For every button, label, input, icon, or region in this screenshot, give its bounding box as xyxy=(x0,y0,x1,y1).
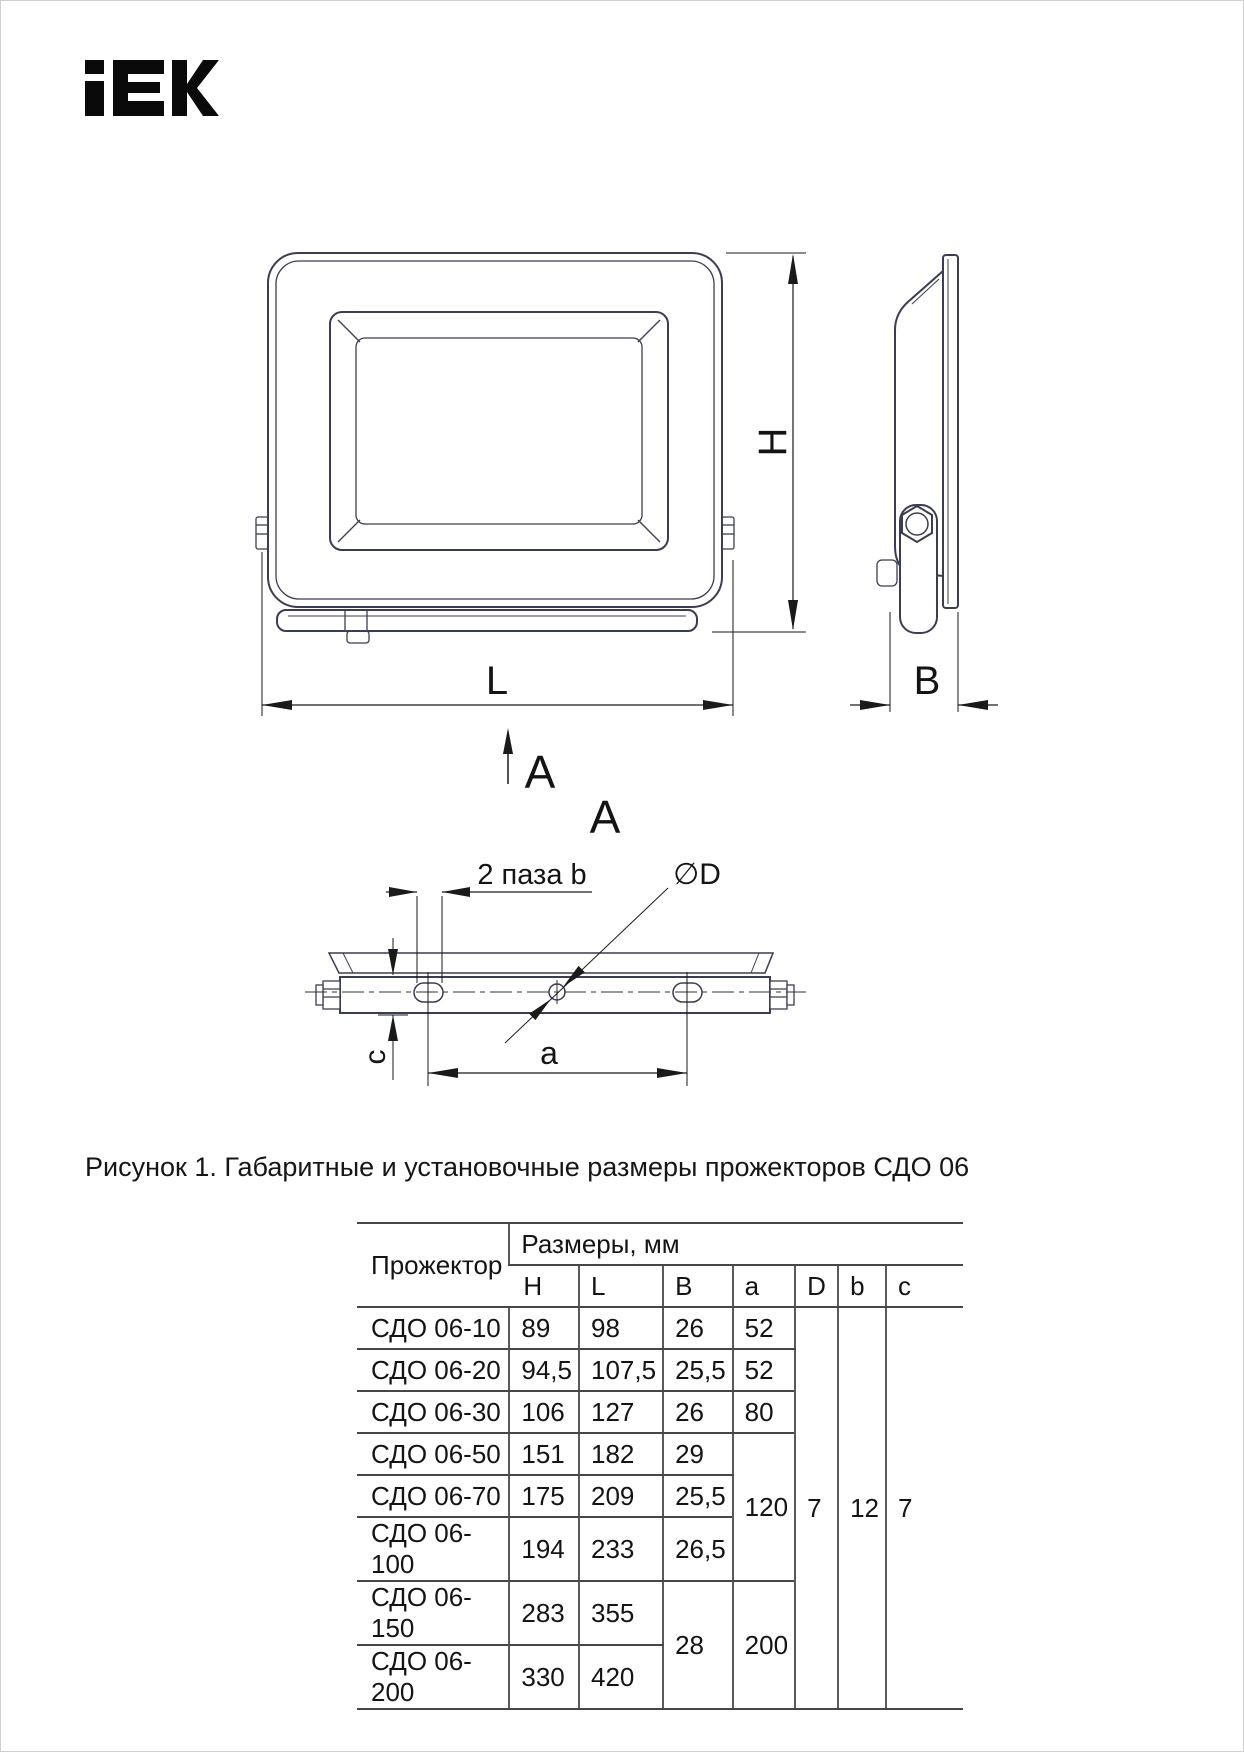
section-cut-arrow xyxy=(503,728,513,784)
side-view xyxy=(877,255,958,633)
arrowhead xyxy=(262,700,292,710)
cell-B: 26 xyxy=(663,1391,733,1433)
arrowhead xyxy=(389,887,417,897)
cell-H: 330 xyxy=(509,1645,579,1709)
cell-model: СДО 06-30 xyxy=(357,1391,509,1433)
slots-dimension-label: 2 паза b xyxy=(477,859,587,891)
cell-model: СДО 06-100 xyxy=(357,1517,509,1581)
logo-i-stem xyxy=(85,81,104,116)
column-header-projector: Прожектор xyxy=(357,1223,509,1307)
arrowhead xyxy=(788,600,798,630)
column-header-D: D xyxy=(795,1265,838,1307)
cell-model: СДО 06-20 xyxy=(357,1349,509,1391)
cell-L: 209 xyxy=(579,1475,663,1517)
offset-dimension-label: c xyxy=(359,1049,392,1065)
cell-H: 151 xyxy=(509,1433,579,1475)
cell-L: 355 xyxy=(579,1581,663,1645)
arrowhead xyxy=(958,700,988,710)
section-view xyxy=(305,953,806,1013)
diameter-dimension-label: ∅D xyxy=(673,858,721,891)
table-row xyxy=(357,1307,963,1349)
side-lens-plate xyxy=(943,255,958,608)
cell-B: 29 xyxy=(663,1433,733,1475)
dimensions-table xyxy=(357,1222,963,1710)
width-dimension-label: B xyxy=(913,659,941,703)
cell-D: 7 xyxy=(795,1307,838,1709)
cell-model: СДО 06-70 xyxy=(357,1475,509,1517)
column-header-a: a xyxy=(733,1265,795,1307)
column-header-L: L xyxy=(579,1265,663,1307)
cell-H: 194 xyxy=(509,1517,579,1581)
arrowhead xyxy=(428,1068,458,1078)
arrowhead xyxy=(388,1015,398,1041)
cell-H: 94,5 xyxy=(509,1349,579,1391)
left-end-screw xyxy=(316,981,340,1009)
cell-H: 89 xyxy=(509,1307,579,1349)
logo-e xyxy=(113,60,164,116)
front-view xyxy=(256,253,734,643)
right-end-screw xyxy=(770,981,794,1009)
cell-b: 12 xyxy=(838,1307,886,1709)
cell-L: 233 xyxy=(579,1517,663,1581)
right-mounting-lug xyxy=(722,517,734,549)
left-mounting-lug xyxy=(256,517,268,549)
section-arrow-label: A xyxy=(524,746,556,798)
iek-logo xyxy=(85,60,219,116)
arrowhead xyxy=(860,700,890,710)
cell-a: 200 xyxy=(733,1581,795,1709)
cell-B: 26,5 xyxy=(663,1517,733,1581)
cell-B: 25,5 xyxy=(663,1475,733,1517)
lens-glass xyxy=(356,338,642,524)
logo-i-dot xyxy=(85,60,104,74)
cell-B: 28 xyxy=(663,1581,733,1709)
lens-frame xyxy=(330,312,668,550)
cell-L: 107,5 xyxy=(579,1349,663,1391)
cable-gland xyxy=(345,610,369,643)
column-header-b: b xyxy=(838,1265,886,1307)
cell-a: 52 xyxy=(733,1349,795,1391)
logo-k xyxy=(172,60,219,116)
cell-L: 182 xyxy=(579,1433,663,1475)
column-header-c: c xyxy=(886,1265,963,1307)
cell-model: СДО 06-10 xyxy=(357,1307,509,1349)
cell-c: 7 xyxy=(886,1307,963,1709)
cell-L: 420 xyxy=(579,1645,663,1709)
length-dimension-label: L xyxy=(485,659,509,703)
cell-H: 283 xyxy=(509,1581,579,1645)
cell-H: 106 xyxy=(509,1391,579,1433)
group-header-sizes: Размеры, мм xyxy=(509,1223,963,1265)
cell-a: 120 xyxy=(733,1433,795,1581)
cell-B: 25,5 xyxy=(663,1349,733,1391)
cell-a: 80 xyxy=(733,1391,795,1433)
arrowhead xyxy=(788,254,798,284)
cell-model: СДО 06-150 xyxy=(357,1581,509,1645)
section-view-label: A xyxy=(589,791,621,843)
cell-L: 127 xyxy=(579,1391,663,1433)
figure-caption: Рисунок 1. Габаритные и установочные размеры прожекторов СДО 06 xyxy=(85,1152,970,1182)
cell-L: 98 xyxy=(579,1307,663,1349)
cell-model: СДО 06-200 xyxy=(357,1645,509,1709)
height-dimension-label: H xyxy=(751,427,795,457)
cell-a: 52 xyxy=(733,1307,795,1349)
arrowhead xyxy=(657,1068,687,1078)
arrowhead xyxy=(503,728,513,754)
cell-model: СДО 06-50 xyxy=(357,1433,509,1475)
side-lug xyxy=(877,560,897,586)
column-header-H: H xyxy=(509,1265,579,1307)
mounting-bracket-bar xyxy=(277,610,697,631)
arrowhead xyxy=(442,887,470,897)
cell-H: 175 xyxy=(509,1475,579,1517)
column-header-B: B xyxy=(663,1265,733,1307)
housing-outline xyxy=(268,253,722,607)
lens-bevel-edges xyxy=(338,320,660,542)
cell-B: 26 xyxy=(663,1307,733,1349)
spacing-dimension-label: a xyxy=(540,1035,558,1071)
arrowhead xyxy=(703,700,733,710)
